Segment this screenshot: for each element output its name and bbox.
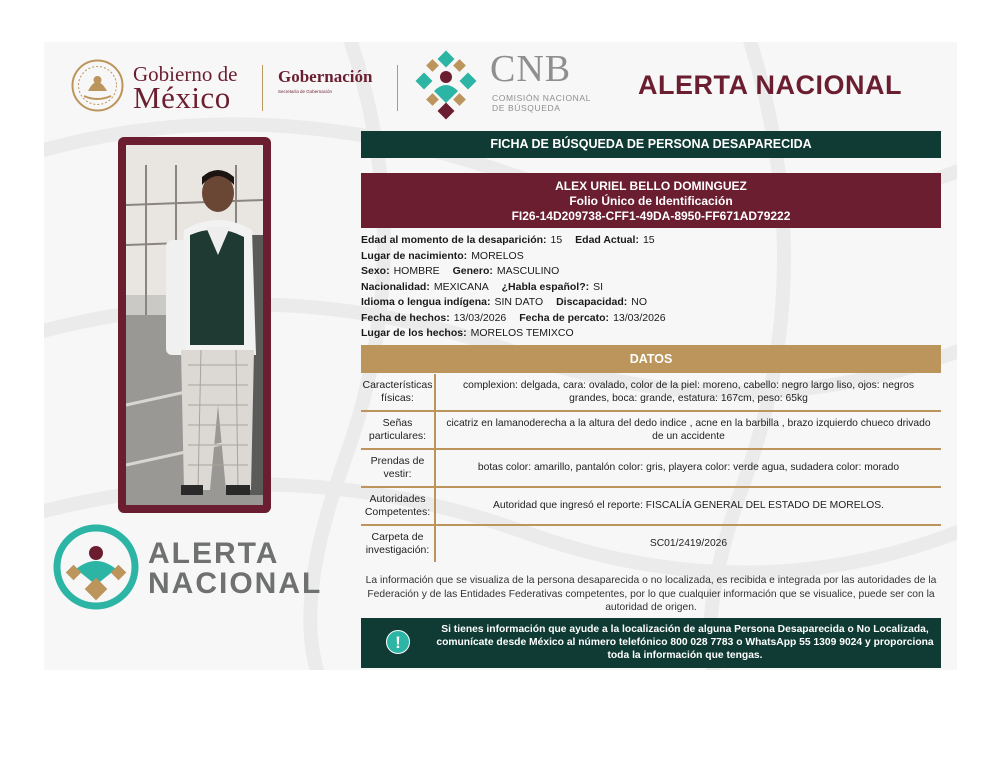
info-label: Discapacidad: [556, 296, 628, 308]
info-row [361, 249, 941, 265]
datos-label: Señas particulares: [361, 412, 436, 448]
mexico-text: México [133, 80, 231, 115]
exclamation-icon: ! [386, 630, 410, 654]
datos-row-senas [361, 412, 941, 450]
cnb-subtext-line1: COMISIÓN NACIONAL [492, 93, 591, 103]
info-label: Lugar de los hechos: [361, 327, 467, 339]
info-row [361, 264, 941, 280]
info-label: Fecha de hechos: [361, 311, 450, 324]
alerta-nacional-logo [52, 523, 323, 613]
contact-text: Si tienes información que ayude a la localización de alguna Persona Desaparecida o No Localizada, comunícate desde México al número telefónico 800 028 7783 o WhatsApp 55 1309 9024 y proporciona toda la información que tengas. [436, 624, 934, 661]
info-value: SI [593, 280, 604, 293]
alerta-nacional-title: ALERTA NACIONAL [638, 70, 902, 100]
person-photo [126, 145, 263, 505]
alerta-logo-line2: NACIONAL [148, 567, 323, 600]
cnb-logo [410, 49, 610, 121]
folio-label: Folio Único de Identificación [569, 194, 733, 208]
person-name: ALEX URIEL BELLO DOMINGUEZ [555, 179, 747, 193]
datos-label: Autoridades Competentes: [361, 488, 436, 524]
datos-row-prendas [361, 450, 941, 488]
info-label: ¿Habla español?: [501, 280, 590, 293]
cnb-subtext [492, 93, 591, 113]
info-label: Edad al momento de la desaparición: [361, 234, 547, 246]
info-value: NO [631, 296, 648, 308]
person-info [361, 233, 941, 342]
gobernacion-subtext: Secretaría de Gobernación [278, 89, 333, 94]
cnb-mark-icon [410, 49, 482, 121]
disclaimer-text: La información que se visualiza de la persona desaparecida o no localizada, es recibida e integrada por las autoridades de la Federación y de las Entidades Federativas competentes, por lo que cualquier información que se visualice, puede ser con la autoridad de origen. [365, 575, 937, 613]
contact-banner [361, 618, 941, 668]
info-value: MEXICANA [433, 280, 489, 293]
divider [397, 65, 398, 111]
gobernacion-text: Gobernación [278, 67, 373, 86]
datos-row-caracteristicas [361, 374, 941, 412]
national-seal-icon [70, 58, 125, 113]
gobierno-text: Gobierno de [133, 62, 238, 86]
info-row [361, 311, 941, 327]
info-label: Idioma o lengua indígena: [361, 296, 491, 308]
info-label: Sexo: [361, 265, 390, 277]
info-row [361, 295, 941, 311]
datos-value: SC01/2419/2026 [649, 538, 728, 550]
info-value: 15 [550, 234, 563, 246]
person-photo-frame [118, 137, 271, 513]
gobernacion-logo [278, 67, 390, 94]
info-label: Genero: [452, 265, 493, 277]
datos-title-bar: DATOS [361, 345, 941, 373]
datos-row-autoridades [361, 488, 941, 526]
datos-label: Prendas de vestir: [361, 450, 436, 486]
datos-value: cicatriz en lamanoderecha a la altura del dedo indice , acne en la barbilla , brazo izquierdo chueco drivado de un accidente [446, 417, 931, 442]
info-value: 15 [642, 234, 655, 246]
info-value: SIN DATO [494, 296, 544, 308]
info-row [361, 326, 941, 342]
datos-table [361, 374, 941, 562]
info-label: Nacionalidad: [361, 280, 430, 293]
datos-value: Autoridad que ingresó el reporte: FISCALÍA GENERAL DEL ESTADO DE MORELOS. [492, 500, 885, 512]
info-value: 13/03/2026 [613, 311, 666, 324]
alerta-logo-line1: ALERTA [148, 537, 280, 570]
datos-row-carpeta [361, 526, 941, 562]
info-value: HOMBRE [393, 265, 440, 277]
info-label: Edad Actual: [575, 234, 639, 246]
gobierno-mexico-logo [70, 55, 255, 117]
datos-value: complexion: delgada, cara: ovalado, color de la piel: moreno, cabello: negro largo liso, ojos: negros grandes, boca: grande, estatura: 167cm, peso: 65kg [462, 379, 915, 404]
info-row [361, 280, 941, 296]
info-row [361, 233, 941, 249]
divider [262, 65, 263, 111]
cnb-text: CNB [490, 48, 572, 90]
info-label: Lugar de nacimiento: [361, 249, 468, 262]
datos-label: Carpeta de investigación: [361, 526, 436, 562]
datos-value: botas color: amarillo, pantalón color: gris, playera color: verde agua, sudadera color: morado [477, 462, 900, 474]
info-value: 13/03/2026 [453, 311, 507, 324]
datos-label: Características físicas: [361, 374, 436, 410]
person-name-box [361, 173, 941, 228]
alerta-nacional-mark-icon [52, 523, 140, 611]
info-value: MASCULINO [496, 265, 560, 277]
info-value: MORELOS TEMIXCO [470, 327, 574, 339]
cnb-subtext-line2: DE BÚSQUEDA [492, 103, 561, 113]
folio-value: FI26-14D209738-CFF1-49DA-8950-FF671AD79222 [511, 209, 791, 223]
header [70, 48, 950, 117]
ficha-title-bar: FICHA DE BÚSQUEDA DE PERSONA DESAPARECIDA [361, 131, 941, 158]
info-value: MORELOS [471, 249, 524, 262]
info-label: Fecha de percato: [519, 311, 610, 324]
